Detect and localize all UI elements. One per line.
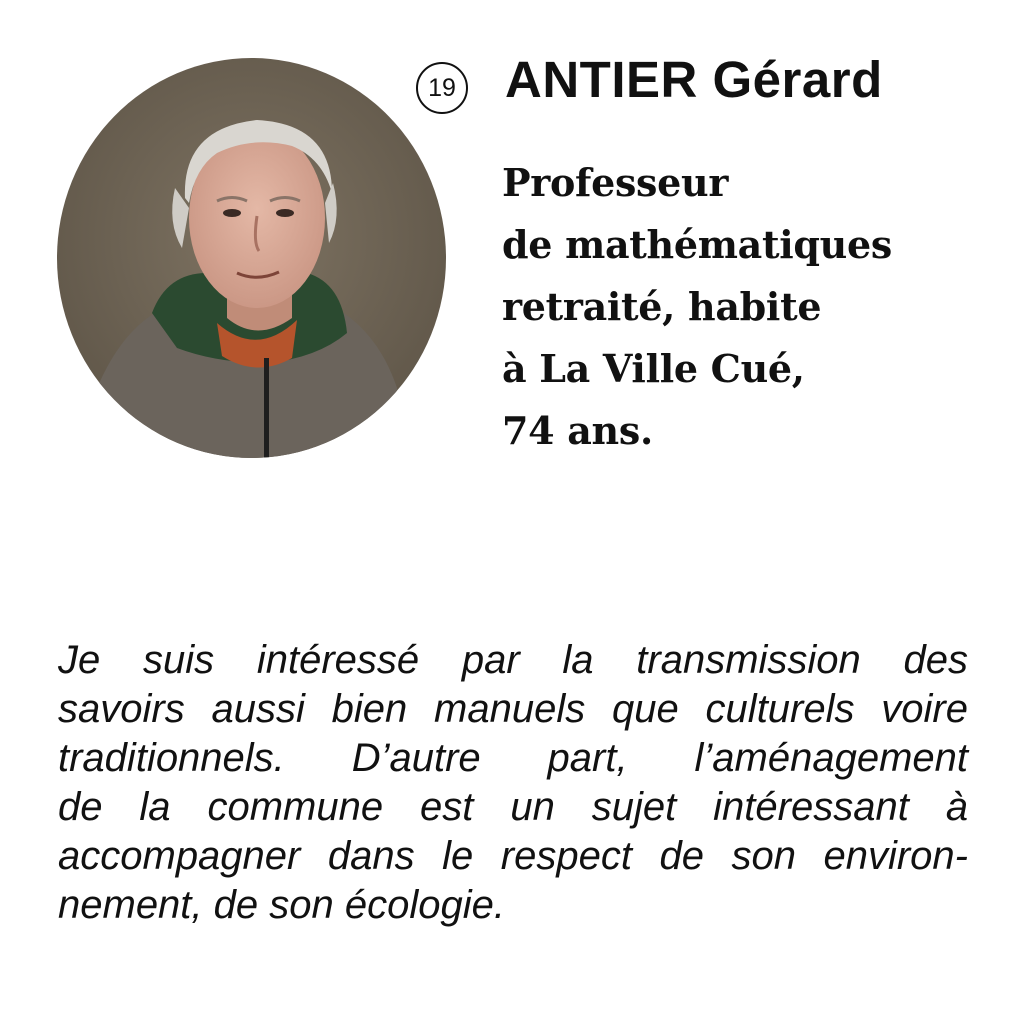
entry-number-badge — [416, 62, 468, 114]
person-description — [502, 152, 892, 462]
quote-line: traditionnels. D’autre part, l’aménagement — [58, 736, 968, 780]
description-line: à La Ville Cué, — [502, 346, 805, 391]
description-line: Professeur — [502, 160, 729, 205]
quote-line: accompagner dans le respect de son environ- — [58, 834, 968, 878]
quote-line: savoirs aussi bien manuels que culturels voire — [58, 687, 968, 731]
entry-number: 19 — [428, 73, 456, 102]
portrait-photo — [57, 58, 446, 458]
description-line: retraité, habite — [502, 284, 822, 329]
quote-line: nement, de son écologie. — [58, 883, 505, 927]
description-line: de mathématiques — [502, 222, 892, 267]
person-name: ANTIER Gérard — [505, 51, 883, 108]
quote-line: Je suis intéressé par la transmission des — [58, 638, 968, 682]
person-quote — [58, 636, 968, 930]
description-line: 74 ans. — [502, 408, 653, 453]
quote-line: de la commune est un sujet intéressant à — [58, 785, 968, 829]
